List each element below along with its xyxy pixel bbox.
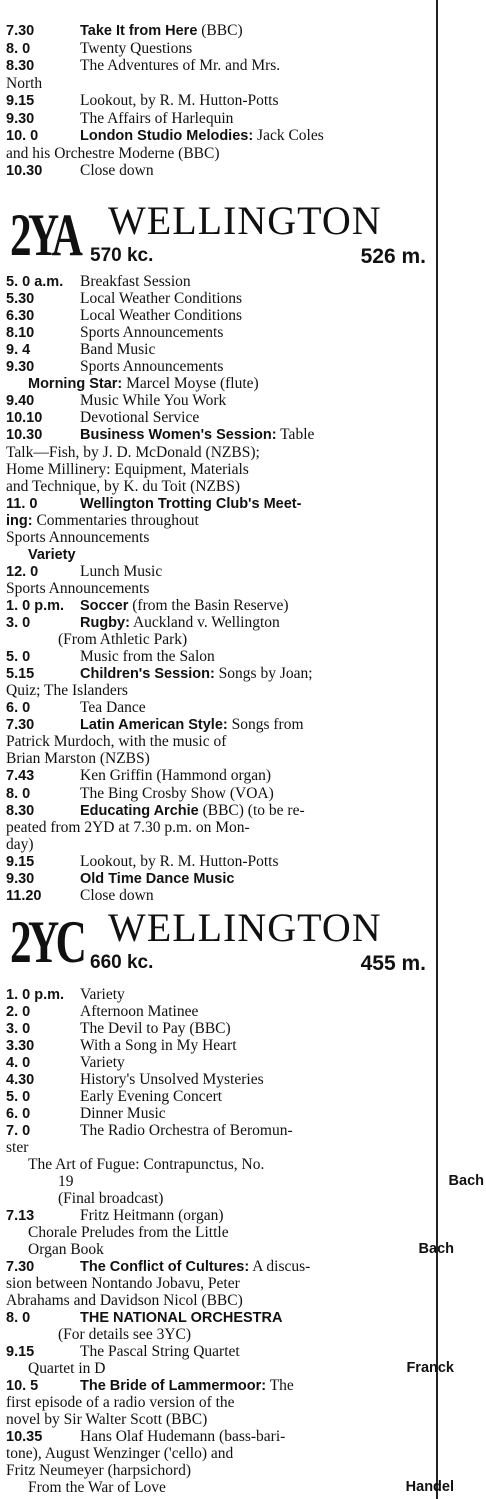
- listing-line: [6, 716, 434, 733]
- programme-title: Soccer: [80, 597, 129, 614]
- listing-line: [6, 444, 434, 461]
- listing-time: 12. 0: [6, 563, 39, 580]
- programme-text: Quiz; The Islanders: [6, 682, 128, 700]
- listing-time: 9.40: [6, 393, 35, 410]
- programme-text: Close down: [80, 886, 154, 904]
- callsign-2yc: 2YC: [10, 909, 84, 975]
- listing-line: [6, 1054, 434, 1071]
- programme-text: Variety: [80, 986, 125, 1003]
- listing-line: [6, 546, 456, 563]
- composer-name: Franck: [406, 1360, 454, 1376]
- programme-title: Rugby:: [80, 615, 130, 631]
- wavelength-2ya: 526 m.: [360, 245, 426, 268]
- programme-text: Talk—Fish, by J. D. McDonald (NZBS);: [6, 443, 260, 461]
- programme-text: Jack Coles: [253, 127, 324, 144]
- listing-line: [6, 1190, 486, 1207]
- programme-text: A discus-: [249, 1258, 311, 1275]
- listing-time: 10.30: [6, 163, 43, 179]
- listing-time: 4. 0: [6, 1055, 31, 1071]
- listing-time: 6.30: [6, 308, 35, 325]
- listing-time: 5. 0: [6, 1089, 31, 1105]
- city-2yc: WELLINGTON: [108, 905, 382, 950]
- programme-title: The Conflict of Cultures:: [80, 1259, 250, 1275]
- listing-line: [6, 836, 434, 853]
- programme-text: Organ Book: [28, 1241, 104, 1258]
- listing-line: [6, 597, 434, 614]
- programme-text: Sports Announcements: [6, 579, 150, 597]
- programme-text: The Adventures of Mr. and Mrs.: [80, 57, 281, 74]
- listing-time: 10. 5: [6, 1378, 39, 1394]
- programme-text: The Devil to Pay (BBC): [80, 1020, 231, 1037]
- programme-text: Chorale Preludes from the Little: [28, 1224, 229, 1241]
- listing-line: [6, 324, 434, 341]
- listing-time: 6. 0: [6, 1106, 31, 1122]
- programme-title: London Studio Melodies:: [80, 128, 254, 144]
- programme-text: day): [6, 835, 34, 853]
- programme-title: Take It from Here: [80, 23, 198, 39]
- programme-text: ster: [6, 1139, 29, 1156]
- wavelength-2yc: 455 m.: [360, 952, 426, 975]
- programme-title: The Bride of Lammermoor:: [80, 1378, 267, 1394]
- programme-text: History's Unsolved Mysteries: [80, 1071, 264, 1088]
- programme-text: Lookout, by R. M. Hutton-Potts: [80, 92, 279, 109]
- listing-line: [6, 145, 434, 162]
- listing-line: [6, 887, 434, 904]
- frequency-2ya: 570 kc.: [90, 245, 154, 266]
- station-header-2yc: [6, 906, 434, 984]
- programme-text: (from the Basin Reserve): [128, 596, 289, 614]
- listing-line: [6, 767, 434, 784]
- listing-time: 8.30: [6, 58, 35, 74]
- programme-text: Fritz Heitmann (organ): [80, 1207, 224, 1224]
- programme-title: Old Time Dance Music: [80, 870, 235, 887]
- listing-line: [6, 57, 434, 74]
- programme-title: Business Women's Session:: [80, 427, 277, 444]
- programme-text: Sports Announcements: [6, 528, 150, 546]
- listing-time: 3. 0: [6, 1021, 31, 1037]
- listing-time: 5.15: [6, 666, 35, 683]
- listing-line: [6, 1037, 434, 1054]
- listing-line: [6, 665, 434, 682]
- programme-title: Variety: [28, 546, 76, 563]
- listing-time: 7.43: [6, 768, 35, 785]
- programme-text: (From Athletic Park): [58, 631, 188, 649]
- programme-text: Lookout, by R. M. Hutton-Potts: [80, 852, 279, 870]
- station-header-2ya: [6, 199, 434, 277]
- listing-time: 4.30: [6, 1072, 35, 1088]
- listing-line: [6, 75, 434, 92]
- programme-text: The Art of Fugue: Contrapunctus, No.: [28, 1156, 265, 1173]
- programme-text: sion between Nontando Jobavu, Peter: [6, 1275, 240, 1292]
- programme-text: Afternoon Matinee: [80, 1003, 199, 1020]
- listing-line: [6, 162, 434, 179]
- programme-text: Dinner Music: [80, 1105, 166, 1122]
- listing-line: [6, 512, 434, 529]
- programme-text: Early Evening Concert: [80, 1088, 223, 1105]
- listing-line: [6, 1428, 434, 1445]
- listing-line: [6, 1343, 434, 1360]
- listing-line: [6, 1207, 434, 1224]
- programme-text: Hans Olaf Hudemann (bass-bari-: [80, 1428, 286, 1445]
- listing-time: 3. 0: [6, 615, 31, 631]
- listing-line: [6, 1156, 456, 1173]
- listing-time: 9. 4: [6, 342, 31, 359]
- programme-text: and Technique, by K. du Toit (NZBS): [6, 477, 241, 495]
- listing-line: [6, 1241, 456, 1258]
- programme-text: Close down: [80, 162, 154, 179]
- programme-text: North: [6, 74, 43, 92]
- listing-time: 10.10: [6, 410, 43, 427]
- listing-line: [6, 409, 434, 426]
- listing-line: [6, 529, 434, 546]
- listing-line: [6, 1411, 434, 1428]
- programme-text: Abrahams and Davidson Nicol (BBC): [6, 1292, 243, 1309]
- listing-line: [6, 127, 434, 144]
- column-rule: [436, 0, 438, 1499]
- listing-time: 6. 0: [6, 700, 31, 717]
- programme-text: and his Orchestre Moderne (BBC): [6, 144, 220, 162]
- programme-title: Educating Archie: [80, 802, 199, 819]
- listing-line: [6, 699, 434, 716]
- listing-line: [6, 682, 434, 699]
- listing-time: 5.30: [6, 291, 35, 308]
- listing-line: [6, 1326, 486, 1343]
- city-2ya: WELLINGTON: [108, 198, 382, 243]
- composer-name: Bach: [448, 1173, 484, 1189]
- programme-text: Patrick Murdoch, with the music of: [6, 733, 227, 751]
- listing-line: [6, 290, 434, 307]
- programme-text: Auckland v. Wellington: [129, 614, 280, 631]
- listing-line: [6, 495, 434, 512]
- listing-line: [6, 631, 486, 648]
- listing-line: [6, 1445, 434, 1462]
- listing-time: 9.30: [6, 870, 35, 887]
- programme-title: Wellington Trotting Club's Meet-: [80, 495, 302, 512]
- programme-text: The Affairs of Harlequin: [80, 109, 234, 127]
- listing-line: [6, 478, 434, 495]
- programme-title: Morning Star:: [28, 376, 123, 393]
- listing-line: [6, 819, 434, 836]
- listing-line: [6, 110, 434, 127]
- listing-line: [6, 1088, 434, 1105]
- composer-name: Bach: [418, 1241, 454, 1257]
- listing-time: 9.30: [6, 110, 35, 127]
- listing-line: [6, 1105, 434, 1122]
- programme-text: From the War of Love: [28, 1479, 166, 1496]
- programme-text: The Radio Orchestra of Beromun-: [80, 1122, 293, 1139]
- programme-text: (Final broadcast): [58, 1190, 164, 1207]
- listing-line: [6, 1292, 434, 1309]
- programme-text: (For details see 3YC): [58, 1326, 192, 1343]
- listing-line: [6, 1360, 456, 1377]
- listing-line: [6, 1071, 434, 1088]
- listing-time: 11. 0: [6, 495, 38, 512]
- listing-time: 7.30: [6, 23, 35, 39]
- listing-line: [6, 1258, 434, 1275]
- listing-line: [6, 1173, 486, 1190]
- programme-text: Tea Dance: [80, 699, 146, 717]
- programme-title: ing:: [6, 512, 33, 529]
- listing-line: [6, 1275, 434, 1292]
- listing-time: 1. 0 p.m.: [6, 987, 65, 1003]
- listing-time: 7.13: [6, 1208, 35, 1224]
- listing-line: [6, 1020, 434, 1037]
- listing-time: 9.30: [6, 359, 35, 376]
- listing-time: 9.15: [6, 853, 35, 870]
- programme-text: Twenty Questions: [80, 39, 193, 57]
- listing-line: [6, 1479, 456, 1496]
- programme-text: peated from 2YD at 7.30 p.m. on Mon-: [6, 818, 250, 836]
- programme-text: Lunch Music: [80, 562, 163, 580]
- listing-line: [6, 92, 434, 109]
- listing-line: [6, 614, 434, 631]
- listing-line: [6, 1122, 434, 1139]
- programme-text: Songs by Joan;: [214, 665, 313, 683]
- programme-text: Quartet in D: [28, 1360, 106, 1377]
- listing-line: [6, 461, 434, 478]
- programme-text: Brian Marston (NZBS): [6, 750, 150, 768]
- composer-name: Handel: [405, 1479, 454, 1495]
- programme-text: Songs from: [227, 716, 304, 734]
- listing-line: [6, 563, 434, 580]
- listing-line: [6, 1309, 434, 1326]
- listing-time: 9.15: [6, 93, 35, 109]
- programme-text: The Bing Crosby Show (VOA): [80, 784, 274, 802]
- listing-time: 11.20: [6, 887, 42, 904]
- listing-line: [6, 1224, 456, 1241]
- programme-text: (BBC): [197, 22, 243, 39]
- listing-line: [6, 40, 434, 57]
- listing-line: [6, 802, 434, 819]
- programme-text: Variety: [80, 1054, 125, 1071]
- programme-text: Table: [276, 426, 315, 444]
- listing-line: [6, 870, 434, 887]
- listing-line: [6, 392, 434, 409]
- listing-line: [6, 307, 434, 324]
- listing-time: 7. 0: [6, 1123, 31, 1139]
- listing-time: 8.30: [6, 802, 35, 819]
- listing-time: 5. 0 a.m.: [6, 274, 64, 290]
- listing-time: 10. 0: [6, 128, 39, 144]
- listing-line: [6, 1377, 434, 1394]
- listing-line: [6, 648, 434, 665]
- programme-text: Sports Announcements: [80, 324, 224, 342]
- programme-text: tone), August Wenzinger ('cello) and: [6, 1445, 234, 1462]
- listing-line: [6, 580, 434, 597]
- programme-text: Devotional Service: [80, 409, 200, 427]
- programme-text: first episode of a radio version of the: [6, 1394, 235, 1411]
- listing-time: 7.30: [6, 1259, 35, 1275]
- listing-time: 8. 0: [6, 785, 31, 802]
- listing-line: [6, 785, 434, 802]
- listing-time: 8. 0: [6, 40, 31, 57]
- programme-text: Music from the Salon: [80, 648, 215, 666]
- programme-text: 19: [58, 1173, 74, 1190]
- listing-time: 8. 0: [6, 1310, 31, 1326]
- programme-text: Local Weather Conditions: [80, 307, 243, 325]
- programme-title: THE NATIONAL ORCHESTRA: [80, 1310, 283, 1326]
- listing-time: 10.35: [6, 1429, 43, 1445]
- programme-text: The: [266, 1377, 294, 1394]
- programme-text: Band Music: [80, 341, 156, 359]
- listing-line: [6, 853, 434, 870]
- listing-line: [6, 426, 434, 443]
- listing-line: [6, 1003, 434, 1020]
- programme-text: With a Song in My Heart: [80, 1037, 237, 1054]
- listing-time: 7.30: [6, 717, 35, 734]
- listing-line: [6, 986, 434, 1003]
- frequency-2yc: 660 kc.: [90, 952, 154, 973]
- listing-time: 2. 0: [6, 1004, 31, 1020]
- programme-text: (BBC) (to be re-: [198, 801, 305, 819]
- programme-text: Home Millinery: Equipment, Materials: [6, 460, 249, 478]
- programme-text: Local Weather Conditions: [80, 290, 243, 308]
- programme-text: Fritz Neumeyer (harpsichord): [6, 1462, 192, 1479]
- listing-time: 5. 0: [6, 649, 31, 666]
- programme-text: Music While You Work: [80, 392, 227, 410]
- programme-text: Sports Announcements: [80, 358, 224, 376]
- programme-text: Breakfast Session: [80, 273, 191, 290]
- callsign-2ya: 2YA: [10, 202, 80, 268]
- listing-line: [6, 358, 434, 375]
- listing-line: [6, 22, 434, 39]
- programme-text: Commentaries throughout: [32, 511, 199, 529]
- programme-text: Marcel Moyse (flute): [122, 375, 259, 393]
- listing-time: 1. 0 p.m.: [6, 597, 65, 614]
- programme-title: Latin American Style:: [80, 717, 228, 734]
- programme-title: Children's Session:: [80, 666, 215, 683]
- listing-line: [6, 341, 434, 358]
- programme-text: novel by Sir Walter Scott (BBC): [6, 1411, 208, 1428]
- listing-line: [6, 1462, 434, 1479]
- listing-line: [6, 375, 456, 392]
- listing-time: 3.30: [6, 1038, 35, 1054]
- listing-line: [6, 1394, 434, 1411]
- programme-text: Ken Griffin (Hammond organ): [80, 767, 271, 785]
- listing-line: [6, 733, 434, 750]
- listing-line: [6, 273, 434, 290]
- listing-time: 9.15: [6, 1344, 35, 1360]
- listing-line: [6, 1139, 434, 1156]
- programme-text: The Pascal String Quartet: [80, 1343, 240, 1360]
- listing-line: [6, 750, 434, 767]
- listing-time: 8.10: [6, 325, 35, 342]
- listing-time: 10.30: [6, 427, 43, 444]
